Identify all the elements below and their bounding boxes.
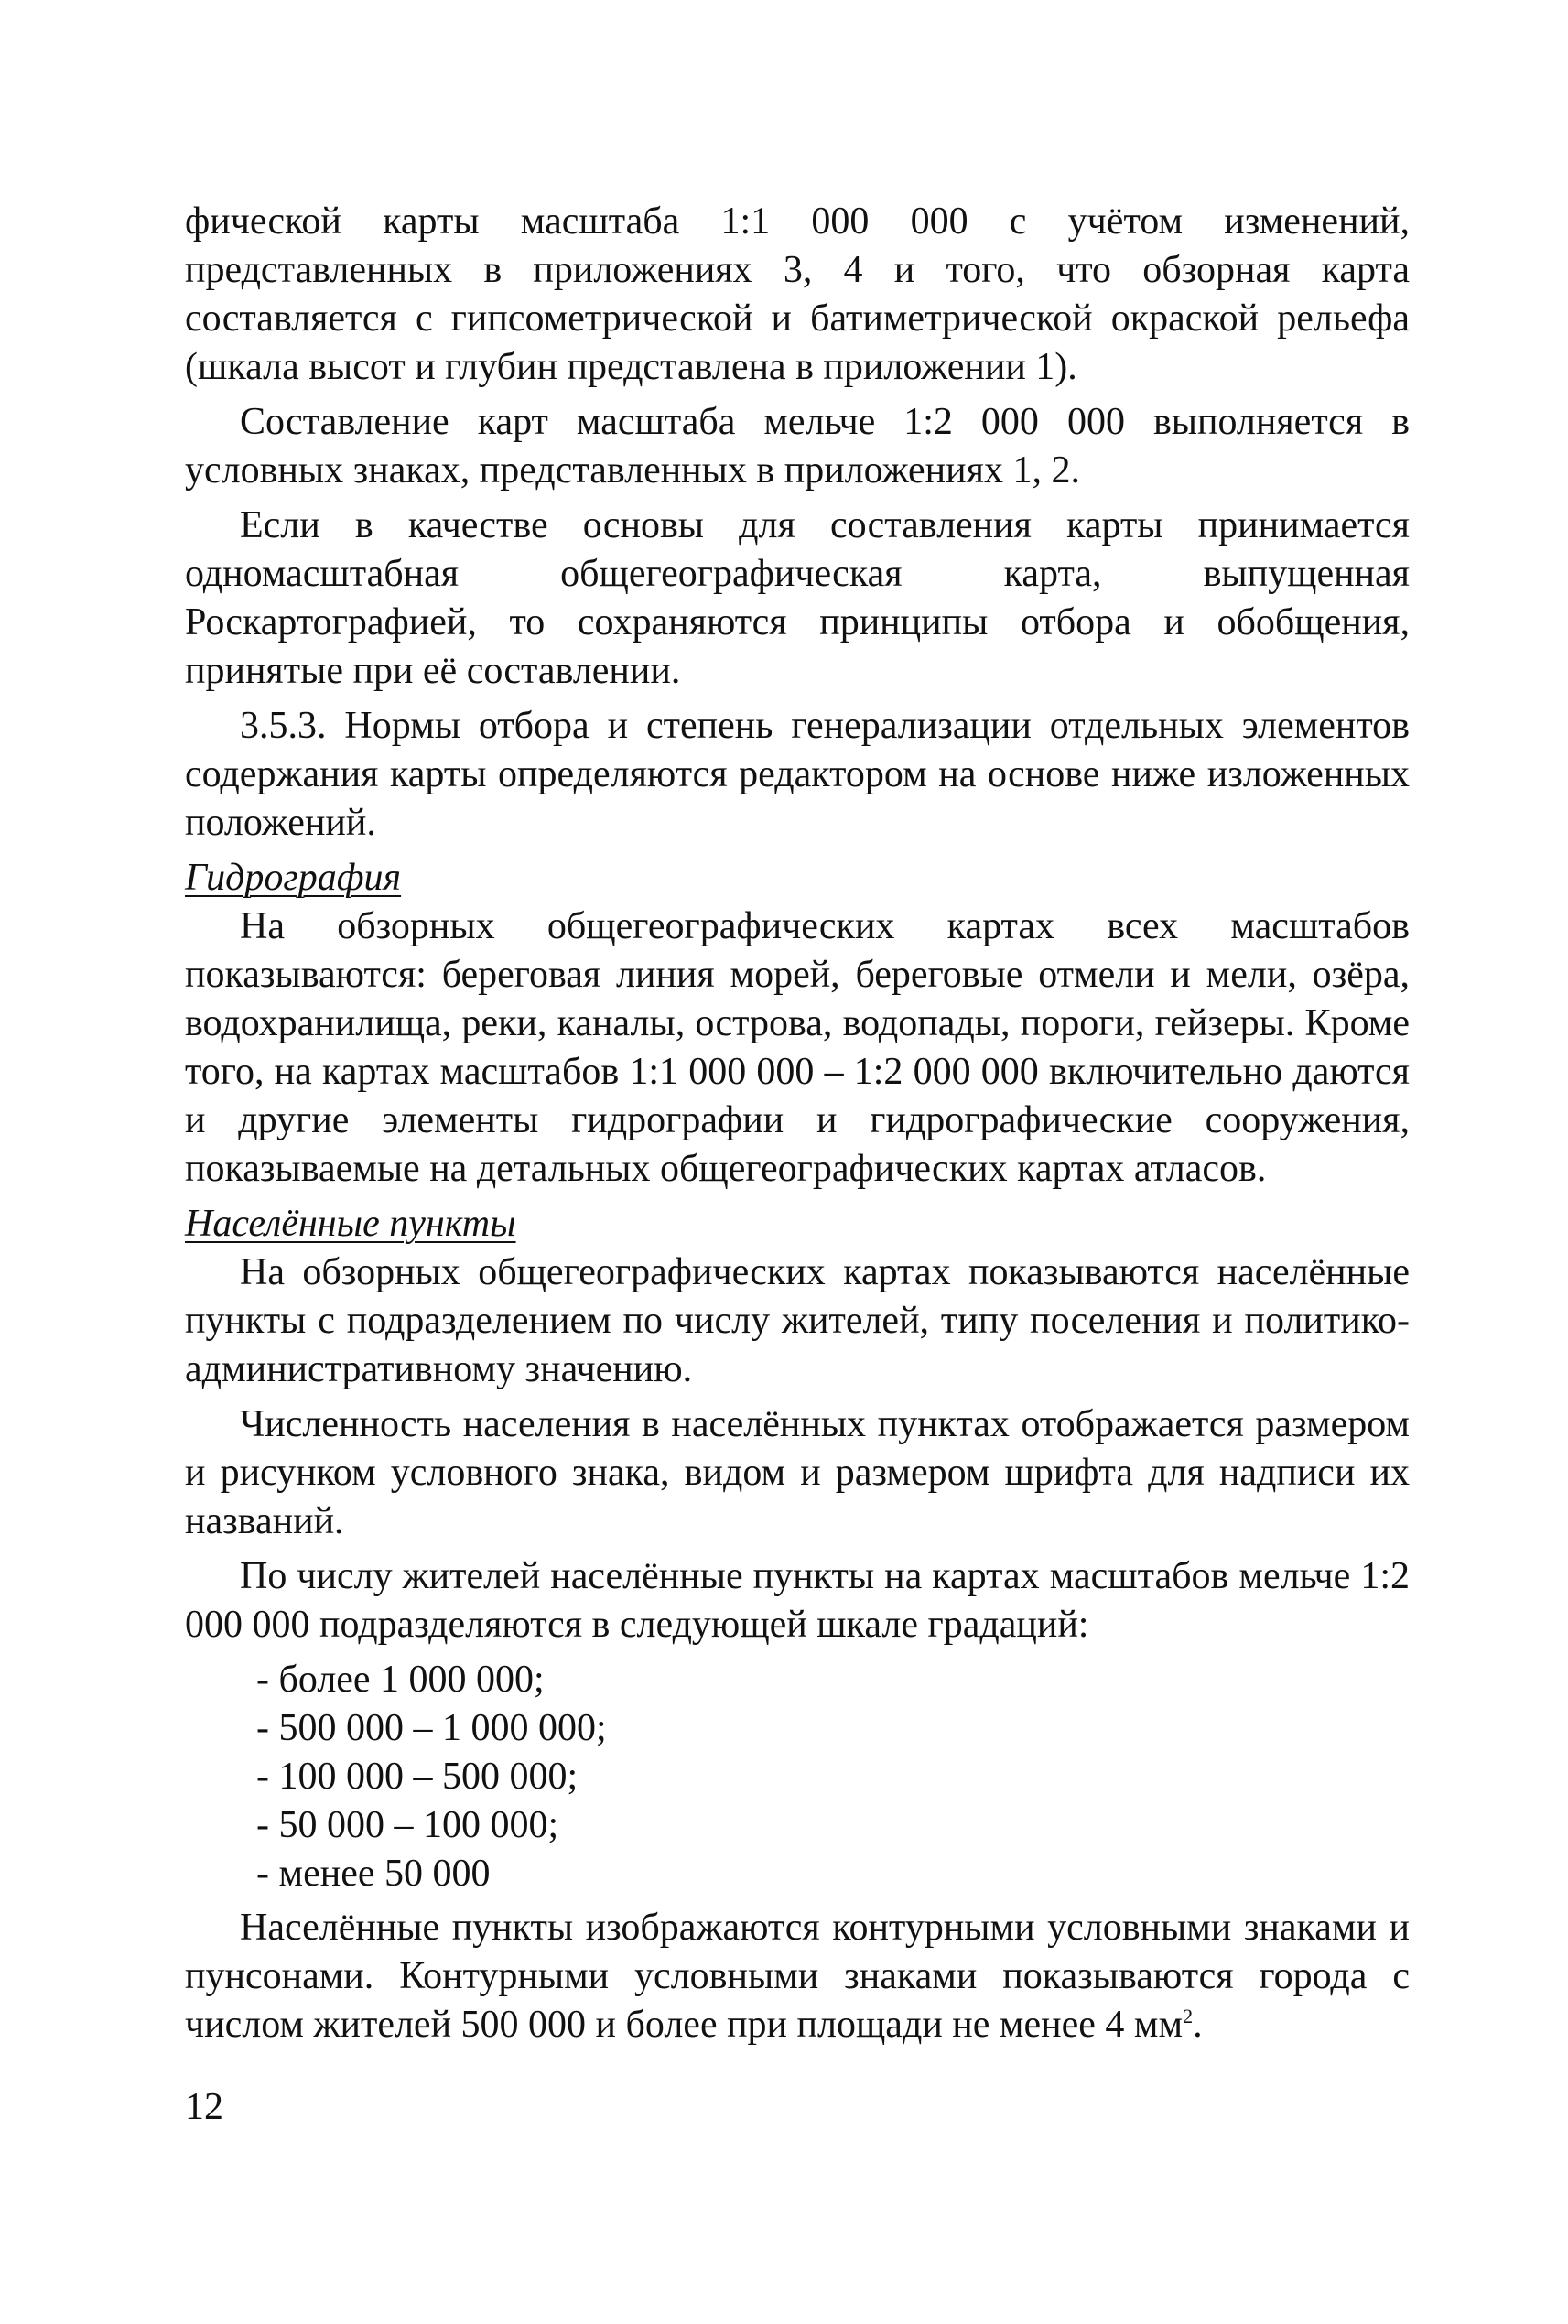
- list-item: - 500 000 – 1 000 000;: [185, 1704, 1410, 1753]
- page-body: [185, 198, 1410, 2056]
- heading-hydrography: Гидрография: [185, 857, 402, 899]
- paragraph-population-display: Численность населения в населённых пунктах отображается размером и рисунком условного знака, видом и размером шрифта для надписи их названий.: [185, 1403, 1410, 1542]
- paragraph-base-map: Если в качестве основы для составления карты принимается одномасштабная общегеографическая карта, выпущенная Роскартографией, то сохраняются принципы отбора и обобщения, принятые при её составлении.: [185, 504, 1410, 692]
- paragraph-contour-symbols: [185, 1904, 1410, 2049]
- superscript-squared: 2: [1183, 2005, 1194, 2027]
- paragraph-settlements-intro: На обзорных общегеографических картах показываются населённые пункты с подразделением по числу жителей, типу поселения и политико-административному значению.: [185, 1251, 1410, 1390]
- paragraph-hydrography: На обзорных общегеографических картах всех масштабов показываются: береговая линия морей, береговые отмели и мели, озёра, водохранилища, реки, каналы, острова, водопады, пороги, гейзеры. Кроме того, на картах масштабов 1:1 000 000 – 1:2 000 000 включительно даются и другие элементы гидрографии и гидрографические сооружения, показываемые на детальных общегеографических картах атласов.: [185, 905, 1410, 1190]
- paragraph-small-scale-symbols: Составление карт масштаба мельче 1:2 000 000 выполняется в условных знаках, представленных в приложениях 1, 2.: [185, 401, 1410, 492]
- population-grades-list: [185, 1656, 1410, 1898]
- paragraph-contour-symbols-text: Населённые пункты изображаются контурными условными знаками и пунсонами. Контурными условными знаками показываются города с числом жителей 500 000 и более при площади не менее 4 мм: [185, 1907, 1410, 2046]
- paragraph-continuation: фической карты масштаба 1:1 000 000 с учётом изменений, представленных в приложениях 3, 4 и того, что обзорная карта составляется с гипсометрической и батиметрической окраской рельефа (шкала высот и глубин представлена в приложении 1).: [185, 200, 1410, 388]
- heading-settlements: Населённые пункты: [185, 1203, 516, 1245]
- list-item: - 50 000 – 100 000;: [185, 1801, 1410, 1850]
- page-number: 12: [185, 2086, 223, 2128]
- list-item: - менее 50 000: [185, 1850, 1410, 1898]
- list-item: - 100 000 – 500 000;: [185, 1753, 1410, 1801]
- paragraph-population-scale: По числу жителей населённые пункты на картах масштабов мельче 1:2 000 000 подразделяются в следующей шкале градаций:: [185, 1555, 1410, 1646]
- paragraph-section-3-5-3: 3.5.3. Нормы отбора и степень генерализации отдельных элементов содержания карты определяются редактором на основе ниже изложенных положений.: [185, 705, 1410, 844]
- paragraph-end-period: .: [1193, 2004, 1203, 2046]
- list-item: - более 1 000 000;: [185, 1656, 1410, 1704]
